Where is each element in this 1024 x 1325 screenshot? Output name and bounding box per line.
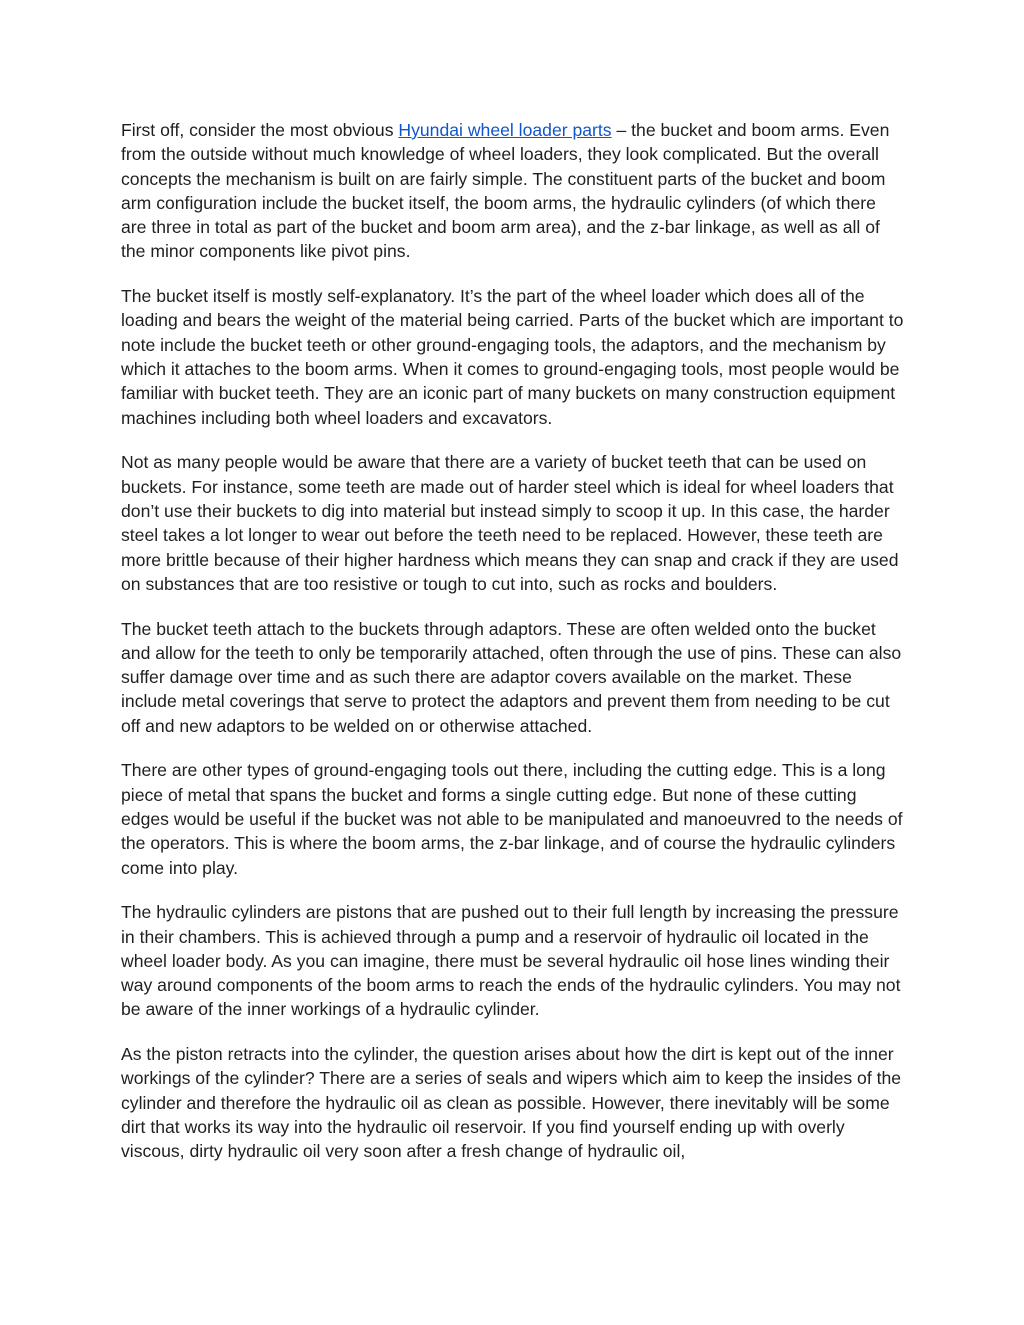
paragraph-3: Not as many people would be aware that there are a variety of bucket teeth that can be used on buckets. For instance, some teeth are made out of harder steel which is ideal for wheel loaders that don’t use their buckets to dig into material but instead simply to scoop it up. In this case, the harder steel takes a lot longer to wear out before the teeth need to be replaced. However, these teeth are more brittle because of their higher hardness which means they can snap and crack if they are used on substances that are too resistive or tough to cut into, such as rocks and boulders.	[121, 452, 899, 594]
document-page	[121, 118, 905, 1184]
paragraph-4: The bucket teeth attach to the buckets through adaptors. These are often welded onto the bucket and allow for the teeth to only be temporarily attached, often through the use of pins. These can also suffer damage over time and as such there are adaptor covers available on the market. These include metal coverings that serve to protect the adaptors and prevent them from needing to be cut off and new adaptors to be welded on or otherwise attached.	[121, 618, 902, 736]
paragraph-6: The hydraulic cylinders are pistons that are pushed out to their full length by increasing the pressure in their chambers. This is achieved through a pump and a reservoir of hydraulic oil located in the wheel loader body. As you can imagine, there must be several hydraulic oil hose lines winding their way around components of the boom arms to reach the ends of the hydraulic cylinders. You may not be aware of the inner workings of a hydraulic cylinder.	[121, 902, 901, 1020]
paragraph-5: There are other types of ground-engaging tools out there, including the cutting edge. This is a long piece of metal that spans the bucket and forms a single cutting edge. But none of these cutting edges would be useful if the bucket was not able to be manipulated and manoeuvred to the needs of the operators. This is where the boom arms, the z-bar linkage, and of course the hydraulic cylinders come into play.	[121, 760, 903, 878]
paragraph-2: The bucket itself is mostly self-explanatory. It’s the part of the wheel loader which does all of the loading and bears the weight of the material being carried. Parts of the bucket which are important to note include the bucket teeth or other ground-engaging tools, the adaptors, and the mechanism by which it attaches to the boom arms. When it comes to ground-engaging tools, most people would be familiar with bucket teeth. They are an iconic part of many buckets on many construction equipment machines including both wheel loaders and excavators.	[121, 286, 904, 428]
paragraph-1-body: – the bucket and boom arms. Even from the outside without much knowledge of wheel loaders, they look complicated. But the overall concepts the mechanism is built on are fairly simple. The constituent parts of the bucket and boom arm configuration include the bucket itself, the boom arms, the hydraulic cylinders (of which there are three in total as part of the bucket and boom arm area), and the z-bar linkage, as well as all of the minor components like pivot pins.	[121, 120, 890, 262]
hyundai-parts-link[interactable]: Hyundai wheel loader parts	[398, 120, 612, 140]
paragraph-1-intro: First off, consider the most obvious	[121, 120, 399, 140]
paragraph-1	[121, 118, 905, 264]
paragraph-7: As the piston retracts into the cylinder, the question arises about how the dirt is kept out of the inner workings of the cylinder? There are a series of seals and wipers which aim to keep the insides of the cylinder and therefore the hydraulic oil as clean as possible. However, there inevitably will be some dirt that works its way into the hydraulic oil reservoir. If you find yourself ending up with overly viscous, dirty hydraulic oil very soon after a fresh change of hydraulic oil,	[121, 1044, 902, 1162]
